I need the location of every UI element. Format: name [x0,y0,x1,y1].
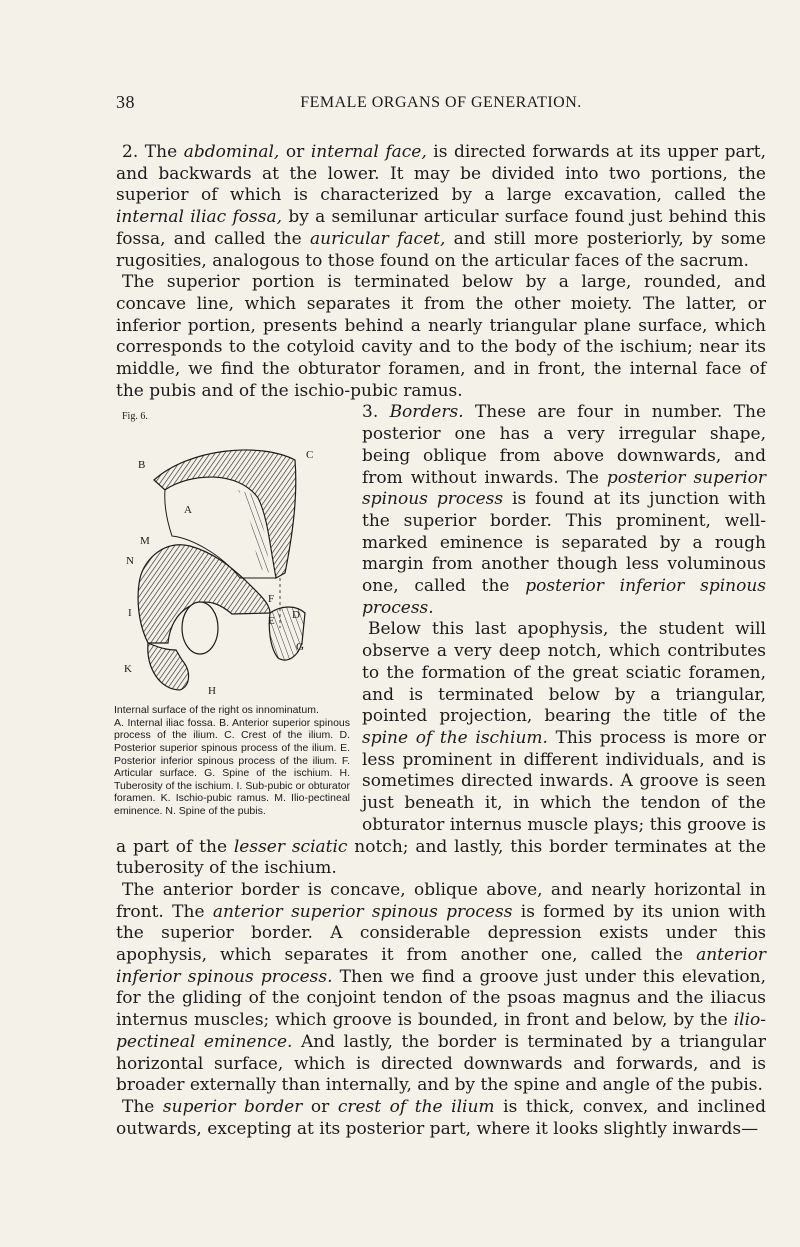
caption-title: Internal surface of the right os innominatum. [114,704,319,717]
os-innominatum-illustration [120,428,346,698]
paragraph-superior-portion: The superior portion is terminated below by a large, rounded, and concave line, which separates it from the other moiety. The latter, or inferior portion, presents behind a nearly triangular plane surface, which corresponds to the cotyloid cavity and to the body of the ischium; near its middle, we find the obturator foramen, and in front, the internal face of the pubis and of the ischio-pubic ramus. [116,272,766,401]
label-G: G [296,641,304,654]
paragraph-superior-border: The superior border or crest of the ilium is thick, convex, and inclined outwards, excepting at its posterior part, where it looks slightly inwards— [116,1096,766,1139]
label-D: D [292,609,300,622]
label-B: B [138,459,146,472]
ischium-shape [148,643,189,690]
running-title: FEMALE ORGANS OF GENERATION. [300,94,582,111]
obturator-foramen-shape [182,602,218,654]
figure-label: Fig. 6. [122,411,148,423]
label-M: M [140,535,150,548]
page-number: 38 [116,92,135,112]
figure-6 [114,402,352,817]
label-E: E [268,615,275,628]
label-N: N [126,555,134,568]
label-C: C [306,449,314,462]
figure-caption [114,704,352,817]
caption-text: A. Internal iliac fossa. B. Anterior superior spinous process of the ilium. C. Crest of the ilium. D. Posterior superior spinous process of the ilium. E. Posterior inferior spinous process of the ilium. F. Articular surface. G. Spine of the ischium. H. Tuberosity of the ischium. I. Sub-pubic or obturator foramen. K. Ischio-pubic ramus. M. Ilio-pectineal eminence. N. Spine of the pubis. [114,716,350,817]
paragraph-sciatic-notch: Below this last apophysis, the student will observe a very deep notch, which contributes to the formation of the great sciatic foramen, and is terminated below by a triangular, pointed projection, bearing the title of the spine of the ischium. This process is more or less prominent in different individuals, and is sometimes directed inwards. A groove is seen just beneath it, in which the tendon of the obturator internus muscle plays; this groove is a part of the lesser sciatic notch; and lastly, this border terminates at the tuberosity of the ischium. [116,619,766,879]
paragraph-anterior-border: The anterior border is concave, oblique above, and nearly horizontal in front. The anterior superior spinous process is formed by its union with the superior border. A considerable depression exists under this apophysis, which separates it from another one, called the anterior inferior spinous process. Then we find a groove just under this elevation, for the gliding of the conjoint tendon of the psoas magnus and the iliacus internus muscles; which groove is bounded, in front and below, by the ilio-pectineal eminence. And lastly, the border is terminated by a triangular horizontal surface, which is directed downwards and forwards, and is broader externally than internally, and by the spine and angle of the pubis. [116,879,767,1096]
label-F: F [268,593,275,606]
paragraph-abdominal-face: 2. The abdominal, or internal face, is directed forwards at its upper part, and backwards at the lower. It may be divided into two portions, the superior of which is characterized by a large excavation, called the internal iliac fossa, by a semilunar articular surface found just behind this fossa, and called the auricular facet, and still more posteriorly, by some rugosities, analogous to those found on the articular faces of the sacrum. [116,142,766,271]
body-text [116,142,766,1140]
paragraph-borders: 3. Borders. These are four in number. The posterior one has a very irregular shape, being oblique from above downwards, and from without inwards. The posterior superior spinous process is found at its junction with the superior border. This prominent, well-marked eminence is separated by a rough margin from another though less voluminous one, called the posterior inferior spinous process. [362,402,767,618]
label-I: I [128,607,132,620]
label-A: A [184,504,192,517]
label-K: K [124,663,132,676]
label-H: H [208,685,216,698]
